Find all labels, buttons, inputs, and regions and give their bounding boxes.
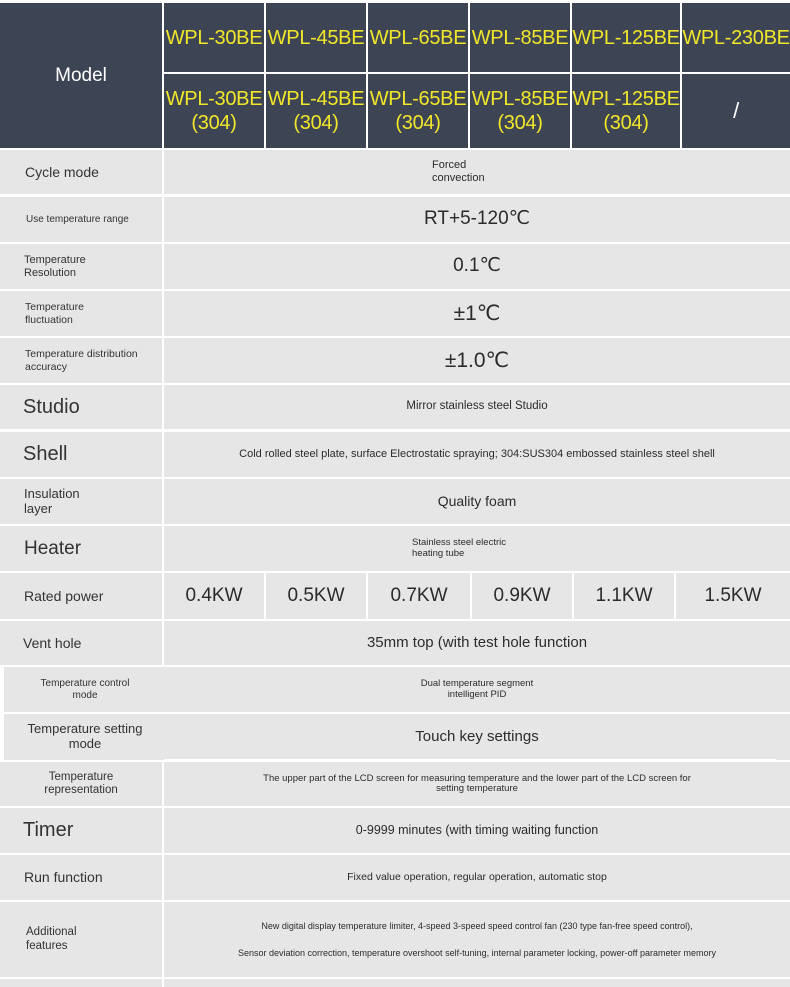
spec-label: Studio [0, 385, 162, 429]
spec-label: Rated power [0, 573, 162, 619]
spec-label [0, 338, 162, 383]
spec-label: Timer [0, 808, 162, 853]
model-name: WPL-85BE [471, 88, 569, 110]
spec-label [0, 244, 162, 289]
power-cell: 0.5KW [266, 573, 366, 619]
model-cell [164, 3, 264, 72]
model-variant: (304) [395, 112, 441, 134]
model-name: / [733, 98, 739, 123]
spec-value: Fixed value operation, regular operation, automatic stop [164, 855, 790, 900]
model-cell [682, 3, 790, 72]
table-row-partial [0, 979, 162, 987]
model-name: WPL-230BE [682, 26, 790, 49]
model-name: WPL-30BE [165, 88, 263, 110]
model-cell [682, 74, 790, 148]
spec-label: Temperature representation [0, 762, 162, 806]
model-cell [266, 3, 366, 72]
spec-value [164, 150, 790, 194]
spec-value-text: Forced convection [432, 158, 485, 184]
model-name: WPL-45BE [267, 88, 365, 110]
spec-label: Vent hole [0, 621, 162, 665]
spec-label: Use temperature range [0, 197, 162, 242]
spec-label: Temperature control mode [4, 667, 166, 712]
model-cell [470, 74, 570, 148]
spec-label-text: Insulation layer [24, 485, 80, 516]
model-cell [266, 74, 366, 148]
spec-value: Quality foam [164, 479, 790, 524]
model-cell [572, 3, 680, 72]
spec-value: Touch key settings [164, 714, 790, 760]
spec-value-line: New digital display temperature limiter, 4-speed 3-speed speed control fan (230 type fan-free speed control), [261, 920, 693, 931]
model-variant: (304) [293, 112, 339, 134]
power-cell: 0.9KW [472, 573, 572, 619]
spec-value: Mirror stainless steel Studio [164, 385, 790, 429]
spec-label [0, 291, 162, 336]
spec-value: 0-9999 minutes (with timing waiting function [164, 808, 790, 853]
spec-label-text: Temperature Resolution [24, 253, 86, 279]
model-name: WPL-65BE [369, 88, 467, 110]
model-name: WPL-125BE [572, 26, 680, 49]
row-divider [164, 759, 776, 761]
spec-label: Heater [0, 526, 162, 571]
model-variant: (304) [603, 112, 649, 134]
spec-label: Shell [0, 432, 162, 477]
spec-label: Run function [0, 855, 162, 900]
model-variant: (304) [497, 112, 543, 134]
spec-value: 0.1℃ [164, 244, 790, 289]
model-variant: (304) [191, 112, 237, 134]
model-name: WPL-65BE [369, 26, 467, 49]
spec-value: ±1℃ [164, 291, 790, 336]
table-row-partial [164, 979, 790, 987]
spec-label-text: Additional features [26, 926, 77, 952]
spec-label [0, 902, 162, 977]
spec-value [164, 526, 790, 571]
spec-label: Cycle mode [0, 150, 162, 194]
power-cell: 1.1KW [574, 573, 674, 619]
model-header-label: Model [55, 64, 107, 86]
spec-label: Temperature setting mode [4, 714, 166, 760]
model-cell [164, 74, 264, 148]
spec-value: ±1.0℃ [164, 338, 790, 383]
power-cell: 0.4KW [164, 573, 264, 619]
model-cell [572, 74, 680, 148]
model-cell [368, 74, 468, 148]
spec-value [164, 667, 790, 712]
spec-value: RT+5-120℃ [164, 197, 790, 242]
spec-value: 35mm top (with test hole function [164, 621, 790, 665]
spec-label [0, 479, 162, 524]
model-cell [470, 3, 570, 72]
spec-label-text: Temperature fluctuation [25, 301, 84, 326]
spec-value [164, 902, 790, 977]
spec-value-text: The upper part of the LCD screen for measuring temperature and the lower part of the LCD screen for setting temperature [263, 772, 691, 794]
model-name: WPL-85BE [471, 26, 569, 49]
power-cell: 1.5KW [676, 573, 790, 619]
power-cell: 0.7KW [368, 573, 470, 619]
model-name: WPL-125BE [572, 88, 680, 110]
spec-value-line: Sensor deviation correction, temperature overshoot self-tuning, internal parameter locking, power-off parameter memory [237, 947, 717, 958]
spec-value: Cold rolled steel plate, surface Electrostatic spraying; 304:SUS304 embossed stainless steel shell [164, 432, 790, 477]
spec-label-text: Temperature distribution accuracy [25, 348, 138, 373]
spec-value-text: Stainless steel electric heating tube [412, 537, 506, 559]
model-name: WPL-45BE [267, 26, 365, 49]
model-cell [368, 3, 468, 72]
spec-value-text: Dual temperature segment intelligent PID [420, 678, 534, 700]
spec-value [164, 762, 790, 806]
model-name: WPL-30BE [165, 26, 263, 49]
